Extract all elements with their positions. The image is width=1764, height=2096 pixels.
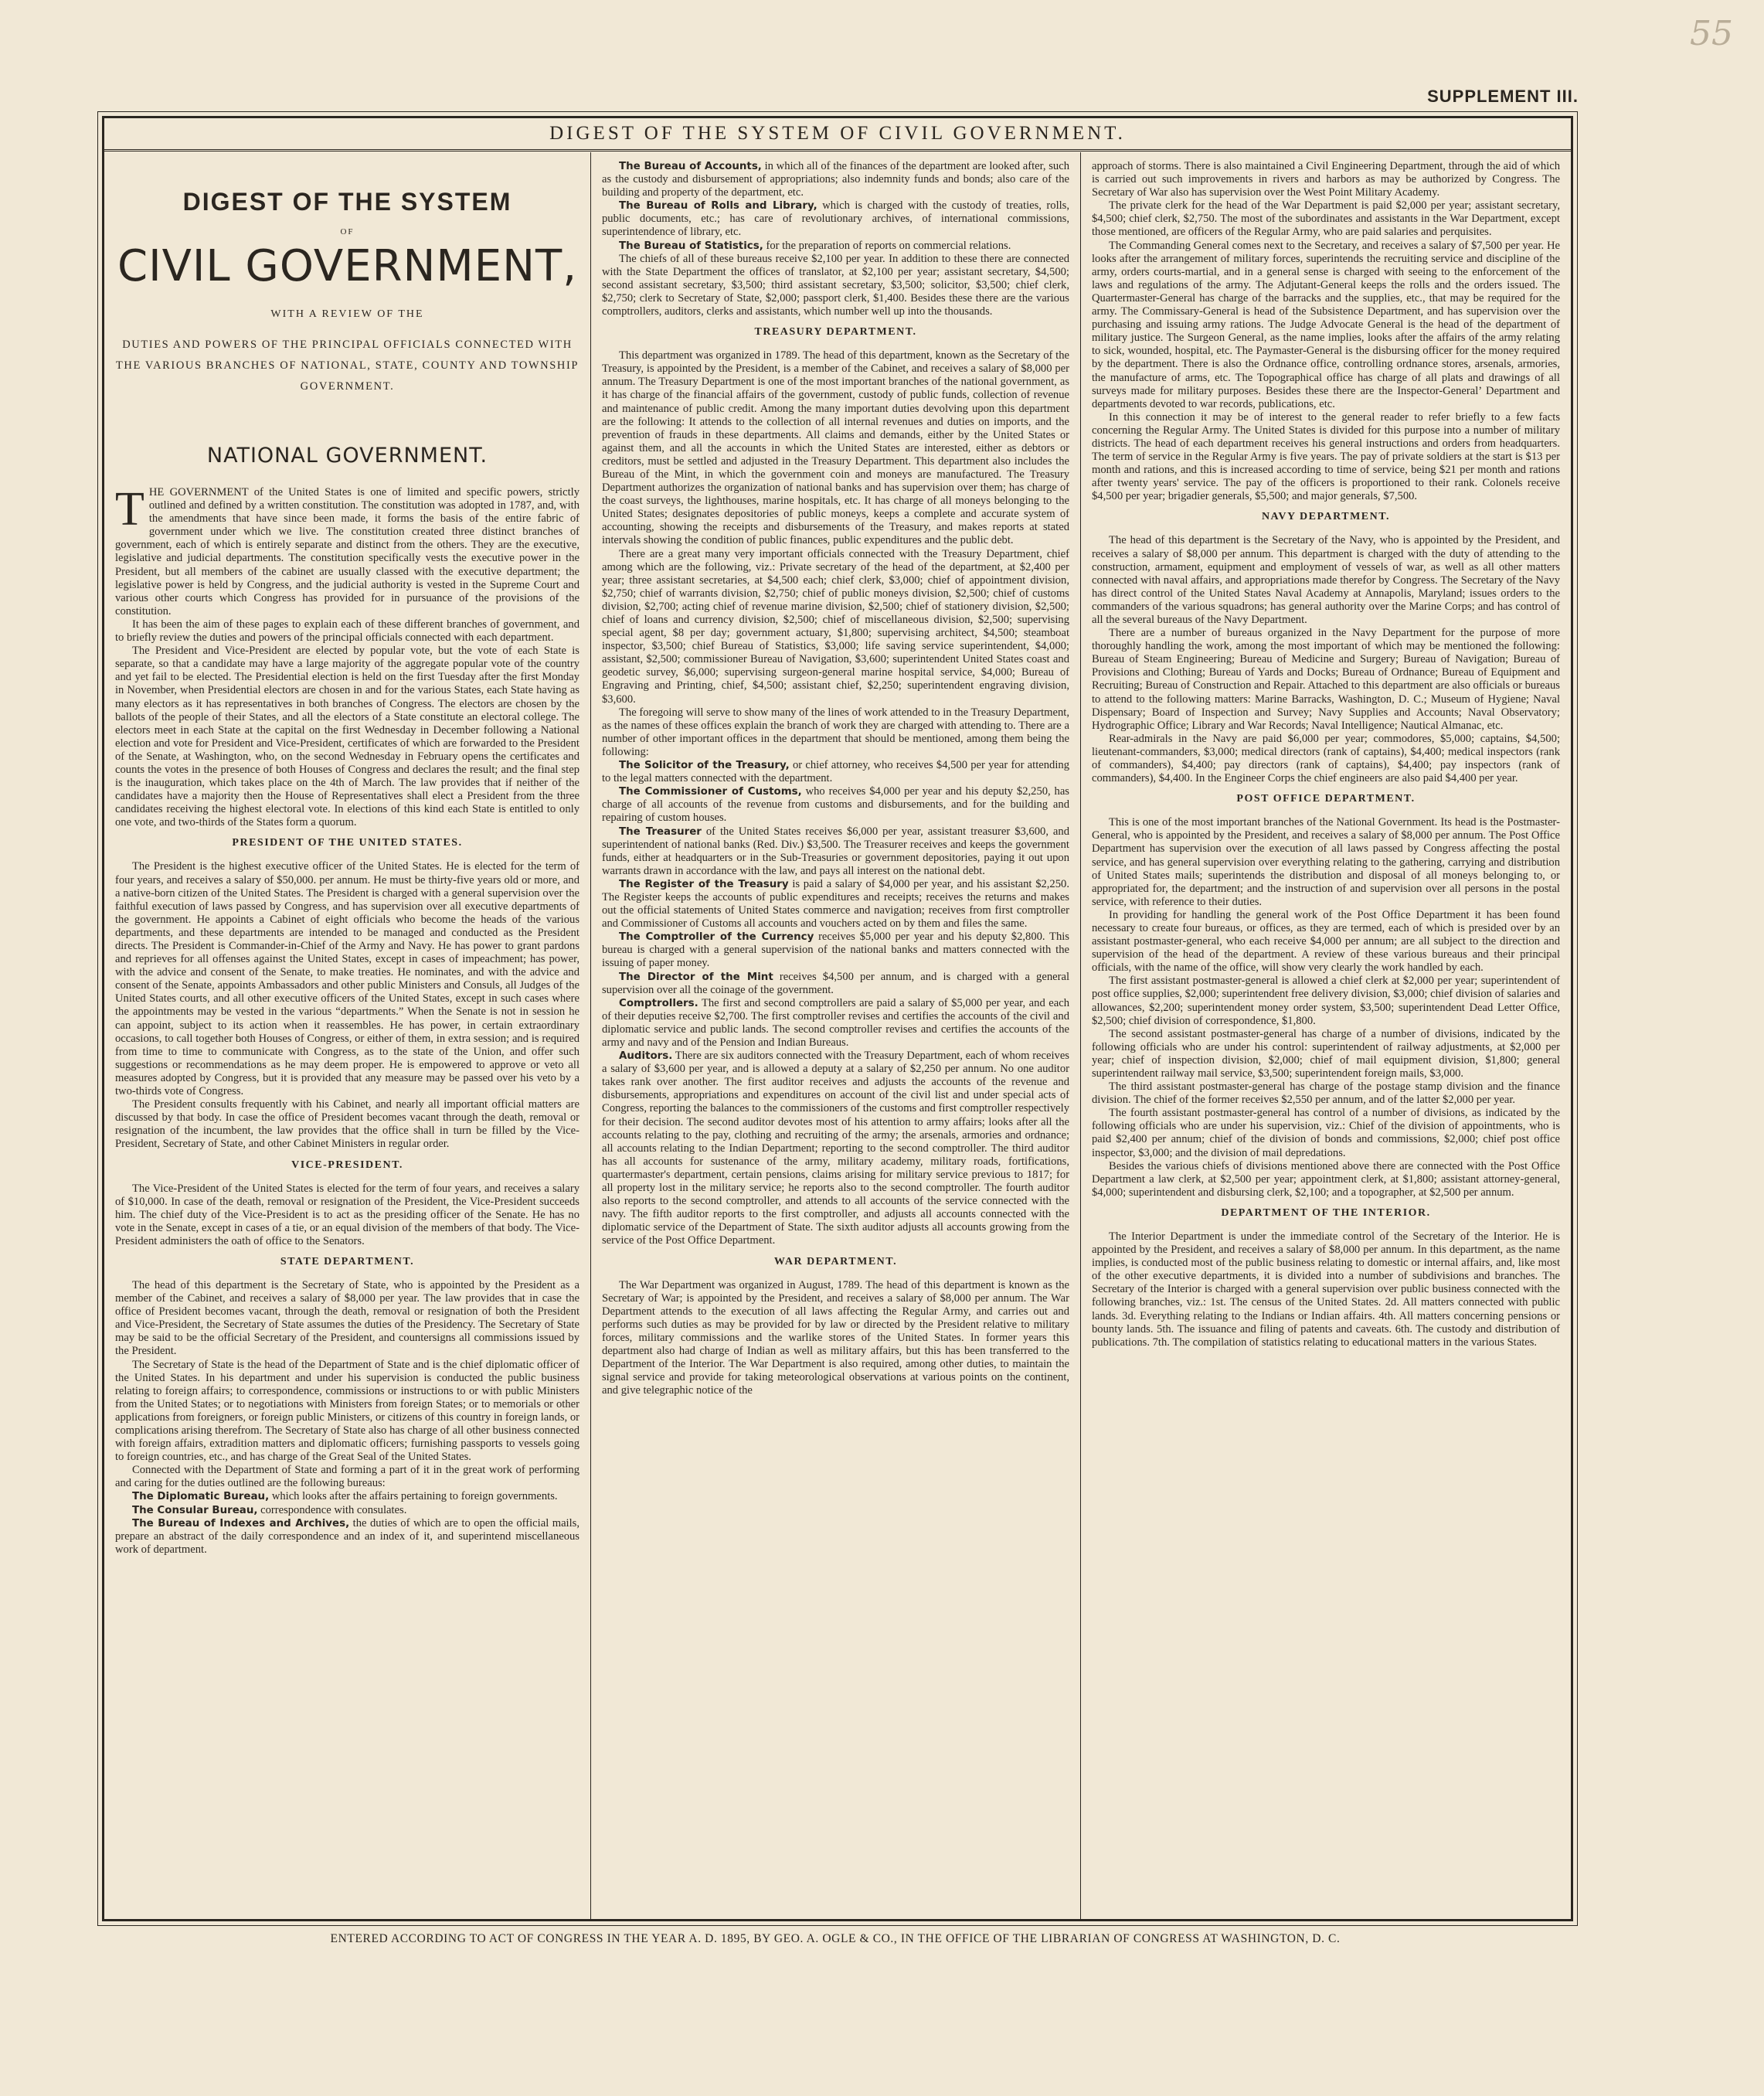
bureau-text: which looks after the affairs pertaining to foreign governments.: [271, 1490, 558, 1503]
officer-paragraph: [602, 785, 1069, 825]
paragraph: The President and Vice-President are elected by popular vote, but the vote of each State is separate, so that a candidate may have a large majority of the aggregate popular vote of the country and yet fail to be elected. The Presidential election is held on the first Tuesday after the first Monday in November, when Presidential electors are chosen in and for the various States, each State having as many electors as it has representatives in both branches of Congress. The electors are chosen by the ballots of the people of their States, and all the electors of a State constitute an electoral college. The electors meet in each State at the capital on the first Wednesday in December following a National election and vote for President and Vice-President, certificates of which are forwarded to the President of the Senate, at Washington, who, on the second Wednesday in February opens the certificates and counts the votes in the presence of both Houses of Congress and declares the result; and the final step is the inauguration, which takes place on the 4th of March. The law provides that if neither of the candidates have a majority then the House of Representatives shall elect a President from the three candidates receiving the highest electoral vote. In elections of this kind each State is entitled to only one vote, and two-thirds of the States form a quorum.: [115, 645, 580, 829]
officer-text: is paid a salary of $4,000 per year, and his assistant $2,250. The Register keeps the accounts of public expenditures and receipts; receives the returns and makes out the official statements of United States commerce and navigation; receives from first comptroller and Commissioner of Customs all accounts and vouchers acted on by them and files the same.: [602, 877, 1069, 931]
column-1: [104, 152, 591, 1919]
paragraph: Rear-admirals in the Navy are paid $6,000 per year; commodores, $5,000; captains, $4,500; lieutenant-commanders, $3,000; medical directors (rank of captains), $4,400; medical inspectors (rank of commanders), $4,400; pay directors (rank of captains), $4,400; pay inspectors (rank of commanders), $4,400. In the Engineer Corps the chief engineers are also paid $4,400 per year.: [1092, 732, 1560, 785]
paragraph: The Interior Department is under the immediate control of the Secretary of the Interior. He is appointed by the President, and receives a salary of $8,000 per annum. In this department, as the name implies, is conducted most of the public business relating to domestic or internal affairs, and, like most of the other executive departments, it is divided into a number of subdivisions and branches. The Secretary of the Interior is charged with a general supervision over public business connected with the following branches, viz.: 1st. The census of the United States. 2d. All matters connected with public lands. 3d. Everything relating to the Indians or Indian affairs. 4th. All matters concerning pensions or bounty lands. 5th. The issuance and filing of patents and caveats. 6th. The custody and distribution of publications. 7th. The compilation of statistics relating to educational matters in the various States.: [1092, 1230, 1560, 1349]
bureau-lead: The Bureau of Statistics,: [619, 240, 763, 252]
officer-paragraph: [602, 971, 1069, 997]
title-subline: WITH A REVIEW OF THE: [270, 308, 424, 320]
copyright-footer: ENTERED ACCORDING TO ACT OF CONGRESS IN THE YEAR A. D. 1895, BY GEO. A. OGLE & CO., IN THE OFFICE OF THE LIBRARIAN OF CONGRESS AT WASHINGTON, D. C.: [330, 1932, 1341, 1945]
paragraph: This department was organized in 1789. The head of this department, known as the Secretary of the Treasury, is appointed by the President, is a member of the Cabinet, and receives a salary of $8,000 per annum. The Treasury Department is one of the most important branches of the national government, as it has charge of the financial affairs of the government, custody of public funds, collection of revenue and maintenance of public credit. Among the many important duties devolving upon this department are the following: It attends to the collection of all internal revenues and duties on imports, and the prevention of frauds in these departments. All claims and demands, either by the United States or against them, and all the accounts in which the United States are interested, either as debtors or creditors, must be settled and adjusted in the Treasury Department. This department also includes the Bureau of the Mint, in which the government coin and moneys are manufactured. The Treasury Department authorizes the organization of national banks and has supervision over them; has charge of the coast surveys, the lighthouses, marine hospitals, etc. It has charge of all moneys belonging to the United States; designates depositories of public moneys, keeps a complete and accurate system of accounting, showing the receipts and disbursements of the Treasury, and makes reports at stated intervals showing the condition of public finances, public expenditures and the public debt.: [602, 349, 1069, 547]
bureau-paragraph: [115, 1490, 580, 1503]
officer-lead: The Comptroller of the Currency: [619, 931, 814, 944]
national-government-heading: NATIONAL GOVERNMENT.: [206, 444, 488, 468]
officer-text: receives $5,000 per year and his deputy $2,800. This bureau is charged with a general supervision of the national banks and matters connected with the issuing of paper money.: [602, 931, 1069, 970]
title-line-1: DIGEST OF THE SYSTEM: [182, 188, 512, 216]
paragraph: The first assistant postmaster-general is allowed a chief clerk at $2,000 per year; superintendent of post office supplies, $2,000; superintendent free delivery division, $3,000; chief division of salaries and allowances, $2,200; superintendent money order system, $3,500; superintendent Dead Letter Office, $2,500; chief division of correspondence, $1,800.: [1092, 975, 1560, 1027]
paragraph: The President is the highest executive officer of the United States. He is elected for the term of four years, and receives a salary of $50,000. per annum. He must be thirty-five years old or more, and a native-born citizen of the United States. The President is charged with a general supervision over the faithful execution of laws passed by Congress, and has supervision over all executive departments of the government. He appoints a Cabinet of eight officials who become the heads of the various departments, and these departments are intended to be managed and conducted as the President directs. The President is Commander-in-Chief of the Army and Navy. He has power to grant pardons and reprieves for all offenses against the United States, except in cases of impeachment; has power, with the advice and consent of the Senate, to make treaties. He nominates, and with the advice and consent of the Senate, appoints Ambassadors and other public Ministers and Consuls, all Judges of the United States courts, and all other executive officers of the United States, except in such cases where the appointments may be vested in the various “departments.” When the Senate is not in session he can appoint, subject to its action when it reassembles. He has power, in certain extraordinary occasions, to call together both Houses of Congress, or either of them, in extra session; and is required from time to time to communicate with Congress, as to the state of the Union, and offer such suggestions or recommendations as he may deem proper. He is empowered to approve or veto all measures adopted by Congress, but it is provided that any measure may be passed over his veto by a two-thirds vote of Congress.: [115, 860, 580, 1098]
paragraph: It has been the aim of these pages to explain each of these different branches of government, and to briefly review the duties and powers of the principal officials connected with each department.: [115, 618, 580, 645]
section-heading-vice-president: VICE-PRESIDENT.: [291, 1159, 403, 1171]
officer-text: receives $4,500 per annum, and is charged with a general supervision over all the coinage of the government.: [602, 970, 1069, 996]
bureau-lead: The Bureau of Indexes and Archives,: [132, 1517, 350, 1529]
bureau-text: the duties of which are to open the official mails, prepare an abstract of the daily correspondence and an index of it, and superintend miscellaneous work of department.: [115, 1516, 580, 1556]
officer-text: The first and second comptrollers are paid a salary of $5,000 per year, and each of their deputies receive $2,700. The first comptroller revises and certifies the accounts of the civil and diplomatic service and public lands. The second comptroller revises and certifies the accounts of the army and navy and of the Pension and Indian Bureaus.: [602, 996, 1069, 1049]
officer-paragraph: [602, 931, 1069, 970]
officer-lead: The Commissioner of Customs,: [619, 786, 802, 798]
banner-title: DIGEST OF THE SYSTEM OF CIVIL GOVERNMENT.: [104, 118, 1571, 151]
paragraph: The Commanding General comes next to the Secretary, and receives a salary of $7,500 per year. He looks after the arrangement of military forces, superintends the recruiting service and discipline of the army, orders courts-martial, and in a general sense is charged with seeing to the enforcement of the laws and regulations of the army. The Adjutant-General keeps the rolls and the orders issued. The Quartermaster-General has charge of the barracks and the supplies, etc., that may be required for the army. The Commissary-General is head of the Subsistence Department, and has supervision over the purchasing and issuing army rations. The Judge Advocate General is the head of the department of military justice. The Surgeon General, as the name implies, looks after the affairs of the army relating to sick, wounded, hospital, etc. The Paymaster-General is the disbursing officer for the money required by the department. There is also the Ordnance office, controlling ordnance stores, arsenals, armories, the manufacture of arms, etc. The Topographical office has charge of all plats and drawings of all surveys made for military purposes. Besides these there are the Inspector-General’ Department and departments devoted to war records, publications, etc.: [1092, 239, 1560, 410]
officer-lead: The Solicitor of the Treasury,: [619, 760, 790, 772]
page-frame: [102, 116, 1573, 1921]
bureau-paragraph: [602, 160, 1069, 199]
section-heading-treasury: TREASURY DEPARTMENT.: [754, 326, 917, 339]
section-heading-president: PRESIDENT OF THE UNITED STATES.: [232, 837, 463, 849]
officer-paragraph: [602, 878, 1069, 931]
officer-text: or chief attorney, who receives $4,500 per year for attending to the legal matters connected with the department.: [602, 759, 1069, 785]
paragraph: Connected with the Department of State and forming a part of it in the great work of performing and caring for the duties outlined are the following bureaus:: [115, 1464, 580, 1490]
bureau-text: which is charged with the custody of treaties, rolls, public documents, etc.; has care of revolutionary archives, of international commissions, superintendence of library, etc.: [602, 199, 1070, 239]
bureau-paragraph: [115, 1517, 580, 1557]
paragraph: There are a great many very important officials connected with the Treasury Department, chief among which are the following, viz.: Private secretary of the head of the department, at $2,400 per year; three assistant secretaries, at $4,500 each; chief clerk, $3,000; chief of appointment division, $2,750; chief of warrants division, $2,750; chief of public moneys division, $2,500; chief of customs division, $2,700; acting chief of revenue marine division, $2,500; chief of stationery division, $2,500; chief of loans and currency division, $2,500; chief of miscellaneous division, $2,500; supervising special agent, $8 per day; government actuary, $1,800; supervising architect, $4,500; steamboat inspector, $3,500; chief Bureau of Statistics, $3,000; life saving service superintendent, $4,000; assistant, $2,500; commissioner Bureau of Navigation, $3,600; superintendent United States coast and geodetic survey, $6,000; supervising surgeon-general marine hospital service, $4,000; Bureau of Engraving and Printing, chief, $4,500; assistant chief, $2,250; superintendent engraving division, $3,600.: [602, 547, 1069, 706]
paragraph: Besides the various chiefs of divisions mentioned above there are connected with the Post Office Department a law clerk, at $2,500 per year; appointment clerk, at $1,800; assistant attorney-general, $4,000; superintendent and disbursing clerk, $2,100; and a topographer, at $2,500 per annum.: [1092, 1159, 1560, 1199]
section-heading-navy: NAVY DEPARTMENT.: [1261, 511, 1391, 523]
paragraph: The second assistant postmaster-general has charge of a number of divisions, indicated by the following officials who are under his control: superintendent of railway adjustments, at $2,000 per year; chief of inspection division, $2,000; chief of mail equipment division, $1,800; general superintendent railway mail service, $3,500; superintendent foreign mails, $3,000.: [1092, 1027, 1560, 1080]
officer-lead: Comptrollers.: [619, 997, 698, 1009]
section-heading-interior: DEPARTMENT OF THE INTERIOR.: [1221, 1206, 1431, 1219]
officer-paragraph: [602, 759, 1069, 785]
bureau-lead: The Bureau of Rolls and Library,: [619, 200, 817, 213]
paragraph: In providing for handling the general work of the Post Office Department it has been found necessary to create four bureaus, or offices, as they are termed, each of which is presided over by an assistant postmaster-general, who each receive $4,000 per annum; are all subject to the direction and supervision of the head of the department. A review of these various bureaus and their principal officials, with the name of the office, will show very clearly the work handled by each.: [1092, 908, 1560, 975]
column-3: [1081, 152, 1571, 1919]
paragraph: The private clerk for the head of the War Department is paid $2,000 per year; assistant secretary, $4,500; chief clerk, $2,750. The most of the subordinates and assistants in the War Department, except those mentioned, are officers of the Regular Army, who are paid salaries and perquisites.: [1092, 199, 1560, 239]
paragraph: The President consults frequently with his Cabinet, and nearly all important official matters are discussed by that body. In case the office of President becomes vacant through the death, removal or resignation of the incumbent, the law provides that the office shall in turn be filled by the Vice-President, Secretary of State, and other Cabinet Ministers in regular order.: [115, 1098, 580, 1151]
bureau-paragraph: [602, 199, 1069, 239]
intro-text: HE GOVERNMENT of the United States is one of limited and specific powers, strictly outlined and defined by a written constitution. The constitution was adopted in 1787, and, with the amendments that have since been made, it forms the basis of the entire fabric of government under which we live. The constitution created three distinct branches of government, each of which is entirely separate and distinct from the others. They are the executive, legislative and judicial departments. The constitution specifically vests the executive power in the President, but all members of the cabinet are usually classed with the executive department; the legislative power is held by Congress, and the judicial authority is vested in the Supreme Court and various other courts which Congress has provided for in pursuance of the provisions of the constitution.: [115, 486, 580, 618]
columns: [104, 152, 1571, 1919]
bureau-lead: The Consular Bureau,: [132, 1504, 258, 1516]
bureau-lead: The Bureau of Accounts,: [619, 161, 762, 172]
title-description: DUTIES AND POWERS OF THE PRINCIPAL OFFICIALS CONNECTED WITH THE VARIOUS BRANCHES OF NATIONAL, STATE, COUNTY AND TOWNSHIP GOVERNMENT.: [115, 339, 580, 393]
paragraph: The head of this department is the Secretary of State, who is appointed by the President as a member of the Cabinet, and receives a salary of $8,000 per year. The law provides that in case the office of President becomes vacant, through the death, removal or resignation of both the President and Vice-President, the Secretary of State assumes the duties of the Presidency. The Secretary of State may be said to be the official Secretary of the President, and countersigns all commissions issued by the President.: [115, 1278, 580, 1358]
paragraph: The Secretary of State is the head of the Department of State and is the chief diplomatic officer of the United States. In his department and under his supervision is conducted the public business relating to foreign affairs; to correspondence, commissions or instructions to or with public Ministers from the United States; or to negotiations with Ministers from foreign States; or to memorials or other applications from foreigners, or foreign public Ministers, or citizens of this country in foreign lands, or complications arising therefrom. The Secretary of State also has charge of all other business connected with foreign affairs, extradition matters and diplomatic officers; furnishing passports to vessels going to foreign countries, etc., and has charge of the Great Seal of the United States.: [115, 1358, 580, 1464]
paragraph: The chiefs of all of these bureaus receive $2,100 per year. In addition to these there are connected with the State Department the offices of translator, at $2,100 per year; assistant secretary, $4,500; second assistant secretary, $3,500; third assistant secretary, $3,500; solicitor, $3,500; chief clerk, $2,750; clerk to Secretary of State, $2,000; passport clerk, $1,400. Besides these there are the various comptrollers, auditors, clerks and assistants, which number well up into the thousands.: [602, 252, 1069, 318]
officer-text: of the United States receives $6,000 per year, assistant treasurer $3,600, and superintendent of national banks (Red. Div.) $3,500. The Treasurer receives and keeps the government funds, either at headquarters or in the Sub-Treasuries or government depositories, paying it out upon warrants drawn in accordance with the law, and pays all interest on the national debt.: [602, 825, 1069, 877]
paragraph: In this connection it may be of interest to the general reader to refer briefly to a few facts concerning the Regular Army. The United States is divided for this purpose into a number of military districts. The head of each department receives his general instructions and orders from headquarters. The term of service in the Regular Army is five years. The pay of private soldiers at the start is $13 per month and rations, and this is increased according to time of service, being $21 per month and rations after twenty years' service. The pay of the officers is proportioned to their rank. Colonels receive $4,500 per year; brigadier generals, $5,500; and major generals, $7,500.: [1092, 410, 1560, 503]
section-heading-post-office: POST OFFICE DEPARTMENT.: [1236, 793, 1416, 805]
paragraph: The third assistant postmaster-general has charge of the postage stamp division and the finance division. The chief of the former receives $2,550 per annum, and of the latter $2,000 per year.: [1092, 1080, 1560, 1107]
drop-cap: T: [115, 483, 144, 536]
officer-text: There are six auditors connected with the Treasury Department, each of whom receives a salary of $3,600 per year, and is allowed a deputy at a salary of $2,250 per annum. No one auditor takes rank over another. The first auditor receives and adjusts the accounts of the revenue and disbursements, appropriations and expenditures on account of the civil list and under special acts of Congress, reporting the balances to the commissioners of the customs and first comptroller respectively for their decision. The second auditor devotes most of his attention to army affairs; looks after all the accounts relating to the pay, clothing and recruiting of the army; the arsenals, armories and ordnance; all accounts relating to the Indian Department; reporting to the second comptroller. The third auditor has all accounts for sustenance of the army, military academy, military roads, fortifications, quartermaster's department, certain pensions, claims arising for military service previous to 1817; for all property lost in the military service; he reports also to the second comptroller. The fourth auditor also reports to the second comptroller, and attends to all accounts of the service connected with the navy. The fifth auditor reports to the first comptroller, and adjusts all accounts connected with the diplomatic service of the Department of State. The sixth auditor adjusts all accounts growing from the service of the Post Office Department.: [602, 1050, 1069, 1247]
column-2: [591, 152, 1081, 1919]
section-heading-war: WAR DEPARTMENT.: [773, 1255, 898, 1267]
paragraph: approach of storms. There is also maintained a Civil Engineering Department, through the aid of which is carried out such improvements in rivers and harbors as may be authorized by Congress. The Secretary of War also has supervision over the West Point Military Academy.: [1092, 160, 1560, 199]
officer-text: who receives $4,000 per year and his deputy $2,250, has charge of all accounts of the revenue from customs and disbursements, and for the building and repairing of custom houses.: [602, 785, 1069, 825]
officer-lead: The Register of the Treasury: [619, 878, 789, 890]
officer-lead: The Treasurer: [619, 825, 702, 838]
bureau-text: for the preparation of reports on commercial relations.: [766, 239, 1011, 252]
title-of: OF: [340, 227, 355, 236]
bureau-text: correspondence with consulates.: [260, 1503, 407, 1516]
officer-paragraph: [602, 997, 1069, 1050]
bureau-paragraph: [602, 240, 1069, 253]
officer-lead: Auditors.: [619, 1050, 673, 1063]
paragraph: The fourth assistant postmaster-general has control of a number of divisions, as indicated by the following officials who are under his supervision, viz.: Chief of the division of appointments, who is paid $2,400 per annum; chief of the division of bonds and commissions, $2,000; chief post office inspector, $3,000; and the division of mail depredations.: [1092, 1107, 1560, 1159]
bureau-lead: The Diplomatic Bureau,: [132, 1491, 270, 1503]
bureau-paragraph: [115, 1504, 580, 1517]
paragraph: The foregoing will serve to show many of the lines of work attended to in the Treasury Department, as the names of these offices explain the branch of work they are charged with attending to. There are a number of other important offices in the department that should be mentioned, among them being the following:: [602, 706, 1069, 758]
page-number: 55: [1690, 14, 1733, 53]
bureau-text: in which all of the finances of the department are looked after, such as the custody and disbursement of appropriations; also indemnity funds and bonds; also care of the building and property of the department, etc.: [602, 160, 1069, 199]
paragraph: The War Department was organized in August, 1789. The head of this department is known as the Secretary of War; is appointed by the President, and receives a salary of $8,000 per annum. The War Department attends to the execution of all laws affecting the Regular Army, and carries out and performs such duties as may be provided for by law or directed by the President relative to military forces, military commissions and the warlike stores of the United States. In former years this department also had charge of Indian as well as military affairs, but this has been transferred to the Department of the Interior. The War Department is also required, among other duties, to maintain the signal service and provide for taking meteorological observations at various points on the continent, and give telegraphic notice of the: [602, 1278, 1069, 1397]
paragraph: The Vice-President of the United States is elected for the term of four years, and receives a salary of $10,000. In case of the death, removal or resignation of the President, the Vice-President succeeds him. The chief duty of the Vice-President is to act as the presiding officer of the Senate. He has no vote in the Senate, except in cases of a tie, or an equal division of the members of that body. The Vice-President administers the oath of office to the Senators.: [115, 1182, 580, 1247]
paragraph: There are a number of bureaus organized in the Navy Department for the purpose of more thoroughly handling the work, among the most important of which may be mentioned the following: Bureau of Steam Engineering; Bureau of Medicine and Surgery; Bureau of Navigation; Bureau of Provisions and Clothing; Bureau of Yards and Docks; Bureau of Ordnance; Bureau of Equipment and Recruiting; Bureau of Construction and Repair. Attached to this department are also officials or bureaus to attend to the following matters: Marine Barracks, Washington, D. C.; Museum of Hygiene; Naval Dispensary; Board of Inspection and Survey; Navy Supplies and Accounts; Naval Observatory; Hydrographic Office; Library and War Records; Naval Intelligence; Nautical Almanac, etc.: [1092, 627, 1560, 732]
intro-paragraph: [115, 483, 580, 618]
paragraph: This is one of the most important branches of the National Government. Its head is the Postmaster-General, who is appointed by the President, and receives a salary of $8,000 per annum. The Post Office Department has supervision over the execution of all laws passed by Congress affecting the postal service, and has general supervision over everything relating to the gathering, carrying and distribution of United States mails; superintends the distribution and disposal of all moneys belonging to, or appropriated for, the department; and the instruction of and supervision over all persons in the postal service, with reference to their duties.: [1092, 816, 1560, 908]
officer-lead: The Director of the Mint: [619, 971, 773, 983]
title-block: [115, 160, 580, 397]
title-main: CIVIL GOVERNMENT,: [117, 241, 578, 291]
paragraph: The head of this department is the Secretary of the Navy, who is appointed by the President, and receives a salary of $8,000 per annum. This department is charged with the duty of attending to the construction, armament, equipment and employment of vessels of war, as well as all other matters connected with naval affairs, and appropriations made therefor by Congress. The Secretary of the Navy has direct control of the United States Naval Academy at Annapolis, Maryland; issues orders to the commanders of the various squadrons; has general authority over the Marine Corps; and has control of all the several bureaus of the Navy Department.: [1092, 534, 1560, 626]
supplement-label: SUPPLEMENT III.: [1427, 87, 1579, 106]
officer-paragraph: [602, 1050, 1069, 1247]
officer-paragraph: [602, 825, 1069, 878]
section-heading-state: STATE DEPARTMENT.: [280, 1255, 415, 1267]
